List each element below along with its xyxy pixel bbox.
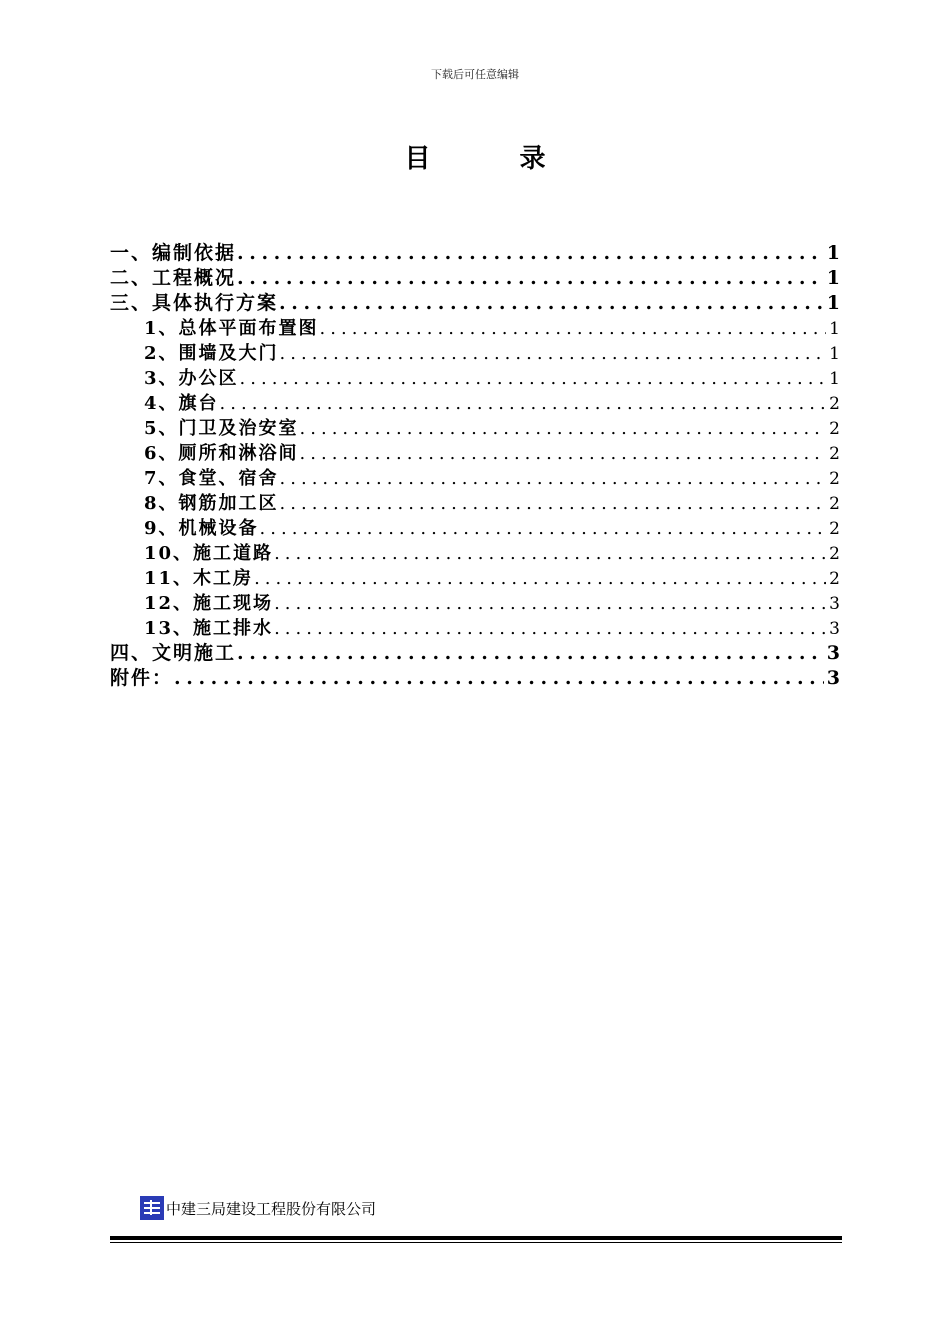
toc-leader-dots [259, 516, 827, 541]
company-name: 中建三局建设工程股份有限公司 [166, 1199, 377, 1218]
toc-entry-page-number: 3 [826, 667, 840, 689]
toc-leader-dots [299, 441, 827, 466]
toc-leader-dots [279, 341, 827, 366]
toc-entry-label: 13、施工排水 [144, 618, 274, 639]
toc-entry-page-number: 1 [826, 292, 840, 314]
footer-rule-thick [110, 1236, 842, 1240]
toc-entry-page-number: 3 [829, 594, 840, 614]
toc-leader-dots [253, 566, 826, 591]
toc-entry[interactable] [110, 616, 840, 641]
toc-entry-label: 5、门卫及治安室 [144, 418, 299, 439]
toc-entry-page-number: 2 [829, 519, 840, 539]
toc-leader-dots [279, 491, 827, 516]
toc-leader-dots [299, 416, 827, 441]
toc-leader-dots [219, 391, 827, 416]
toc-entry-label: 8、钢筋加工区 [144, 493, 279, 514]
toc-entry-page-number: 2 [829, 569, 840, 589]
toc-entry[interactable] [110, 341, 840, 366]
toc-entry[interactable] [110, 441, 840, 466]
toc-entry[interactable] [110, 641, 840, 666]
toc-entry[interactable] [110, 666, 840, 691]
toc-entry[interactable] [110, 366, 840, 391]
toc-entry[interactable] [110, 591, 840, 616]
toc-entry[interactable] [110, 541, 840, 566]
toc-entry[interactable] [110, 416, 840, 441]
toc-leader-dots [236, 641, 824, 666]
toc-entry[interactable] [110, 466, 840, 491]
toc-entry-label: 一、编制依据 [110, 242, 237, 264]
toc-leader-dots [279, 466, 827, 491]
toc-entry-page-number: 2 [829, 419, 840, 439]
toc-entry[interactable] [110, 491, 840, 516]
toc-entry-page-number: 1 [829, 344, 840, 364]
toc-entry[interactable] [110, 391, 840, 416]
toc-leader-dots [273, 591, 826, 616]
toc-entry-page-number: 3 [829, 619, 840, 639]
toc-entry-label: 9、机械设备 [144, 518, 259, 539]
toc-entry-page-number: 2 [829, 394, 840, 414]
toc-entry-label: 三、具体执行方案 [110, 292, 279, 314]
toc-entry-label: 二、工程概况 [110, 267, 237, 289]
toc-leader-dots [278, 291, 824, 316]
toc-leader-dots [319, 316, 827, 341]
toc-entry-label: 6、厕所和淋浴间 [144, 443, 299, 464]
toc-entry-page-number: 2 [829, 544, 840, 564]
toc-entry-label: 10、施工道路 [144, 543, 274, 564]
toc-entry[interactable] [110, 241, 840, 266]
toc-entry[interactable] [110, 566, 840, 591]
toc-leader-dots [239, 366, 827, 391]
company-logo-icon [140, 1196, 164, 1220]
toc-entry-label: 11、木工房 [144, 568, 254, 589]
toc-entry-page-number: 3 [826, 642, 840, 664]
toc-leader-dots [173, 666, 824, 691]
toc-entry-page-number: 2 [829, 494, 840, 514]
toc-entry-page-number: 1 [826, 267, 840, 289]
toc-entry-label: 12、施工现场 [144, 593, 274, 614]
toc-entry-label: 附件： [110, 667, 174, 689]
toc-entry-page-number: 1 [826, 242, 840, 264]
toc-leader-dots [273, 541, 826, 566]
toc-entry[interactable] [110, 266, 840, 291]
toc-entry-label: 3、办公区 [144, 368, 239, 389]
toc-leader-dots [236, 266, 824, 291]
toc-entry[interactable] [110, 291, 840, 316]
toc-entry-label: 7、食堂、宿舍 [144, 468, 279, 489]
toc-entry-label: 四、文明施工 [110, 642, 237, 664]
toc-leader-dots [273, 616, 826, 641]
header-note: 下载后可任意编辑 [431, 68, 519, 81]
toc-entry-page-number: 2 [829, 444, 840, 464]
toc-entry-page-number: 1 [829, 369, 840, 389]
table-of-contents [110, 241, 840, 691]
page-title: 目 录 [404, 144, 586, 174]
toc-entry-label: 1、总体平面布置图 [144, 318, 319, 339]
toc-entry[interactable] [110, 316, 840, 341]
toc-leader-dots [236, 241, 824, 266]
toc-entry-page-number: 1 [829, 319, 840, 339]
footer-rule-thin [110, 1242, 842, 1243]
footer [140, 1196, 376, 1220]
toc-entry-label: 2、围墙及大门 [144, 343, 279, 364]
toc-entry[interactable] [110, 516, 840, 541]
toc-entry-label: 4、旗台 [144, 393, 219, 414]
toc-entry-page-number: 2 [829, 469, 840, 489]
